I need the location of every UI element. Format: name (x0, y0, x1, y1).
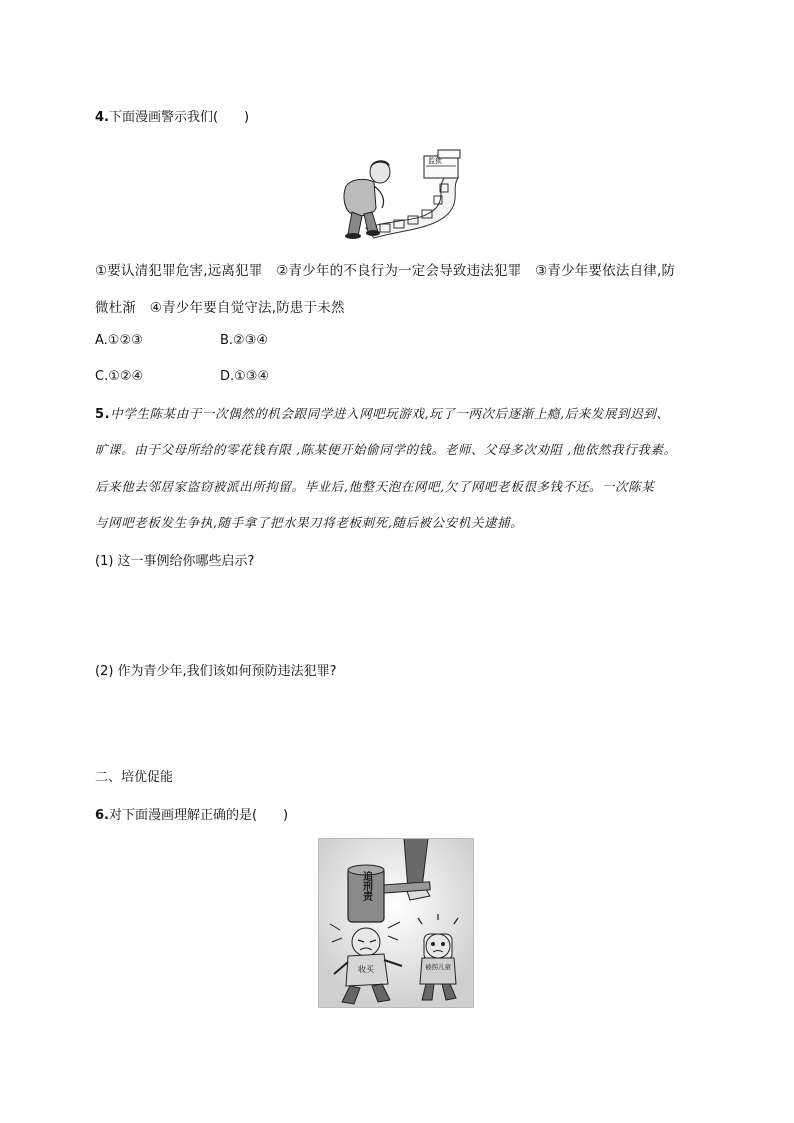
q6-cartoon-image (318, 838, 474, 1008)
q5-line3: 后来他去邻居家盗窃被派出所拘留。毕业后,他整天泡在网吧,欠了网吧老板很多钱不还。一次陈某 (95, 479, 655, 494)
q6-stem (95, 804, 288, 823)
q6-number: 6. (95, 808, 109, 823)
q6-stem-text: 对下面漫画理解正确的是( ) (108, 808, 289, 823)
q5-sub2: (2) 作为青少年,我们该如何预防违法犯罪? (95, 664, 337, 679)
q4-choice-d: D.①③④ (220, 369, 270, 384)
section2-title: 二、培优促能 (95, 770, 174, 785)
q4-choice-c: C.①②④ (95, 369, 144, 384)
q4-stem-text: 下面漫画警示我们( ) (108, 110, 250, 125)
q5-line2: 旷课。由于父母所给的零花钱有限 ,陈某便开始偷同学的钱。老师、父母多次劝阻 ,他依然我行我素。 (95, 442, 677, 457)
q6-left-shirt-label: 收买 (358, 965, 374, 974)
q4-options-line2: 微杜渐 ④青少年要自觉守法,防患于未然 (95, 300, 345, 316)
q4-prison-sign: 监狱 (428, 157, 442, 165)
q5-number: 5. (95, 407, 111, 422)
q6-right-shirt-label: 被拐儿童 (425, 963, 451, 971)
q5-sub1: (1) 这一事例给你哪些启示? (95, 554, 255, 569)
q4-number: 4. (95, 110, 109, 125)
q6-hammer-label: 追刑责 (360, 871, 372, 901)
q5-line1-text: 中学生陈某由于一次偶然的机会跟同学进入网吧玩游戏,玩了一两次后逐渐上瘾,后来发展到迟到、 (110, 406, 670, 421)
q4-choice-a: A.①②③ (95, 333, 143, 348)
q4-options-line1: ①要认清犯罪危害,远离犯罪 ②青少年的不良行为一定会导致违法犯罪 ③青少年要依法自律,防 (95, 263, 676, 279)
q4-choice-b: B.②③④ (220, 333, 269, 348)
q5-line1 (95, 404, 670, 422)
q5-line4: 与网吧老板发生争执,随手拿了把水果刀将老板刺死,随后被公安机关逮捕。 (95, 515, 524, 530)
q4-stem (95, 106, 249, 125)
q4-cartoon-image (326, 148, 466, 240)
